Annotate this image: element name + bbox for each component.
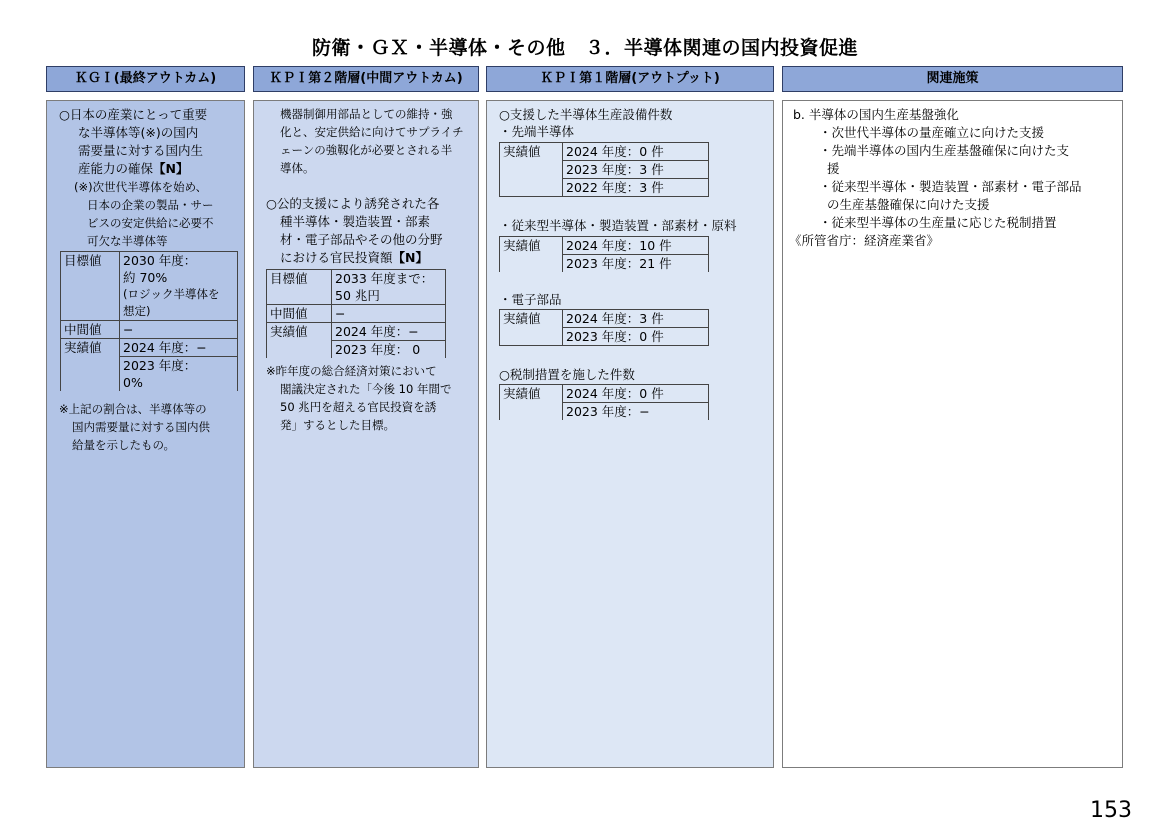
kgi-column [46,100,245,768]
kgi-goal-text: 産能力の確保 [78,161,154,176]
kgi-footnote-line: 給量を示したもの。 [72,438,176,452]
kpi2-item-text: における官民投資額 [280,250,393,265]
kgi-actual-label-spacer [61,357,120,392]
kpi1-t1-row: 2024 年度：0 件 [563,143,709,161]
kgi-actual-2024: 2024 年度：− [120,339,238,357]
policy-item: の生産基盤確保に向けた支援 [827,197,990,212]
kpi1-t3-row: 2023 年度：0 件 [563,328,709,346]
kpi2-note-line: 閣議決定された「今後 10 年間で [280,382,452,396]
kgi-note-line: 可欠な半導体等 [87,234,168,248]
kgi-mid-value: − [120,321,238,339]
kpi2-intro-line: 導体。 [280,161,315,175]
kgi-actual-2023 [120,357,238,392]
kgi-target-line: (ロジック半導体を [123,287,220,301]
kpi1-t2-row: 2023 年度：21 件 [563,255,709,273]
kpi1-table-advanced [499,142,709,197]
kpi2-intro-line: 化と、安定供給に向けてサプライチ [280,125,464,139]
policy-item: ・従来型半導体の生産量に応じた税制措置 [819,215,1057,230]
policy-ministry: 《所管省庁：経済産業省》 [789,233,940,248]
header-kpi2: ＫＰＩ第２階層(中間アウトカム) [253,66,479,92]
kpi1-t3-label: 実績値 [500,310,563,328]
kpi1-column [486,100,774,768]
kpi1-t1-label-spacer [500,179,563,197]
page-number: 153 [1090,798,1132,823]
kgi-target-label: 目標値 [61,252,120,321]
kpi2-actual-2024: 2024 年度：− [332,323,446,341]
kgi-footnote-line: 国内需要量に対する国内供 [72,420,210,434]
kgi-target-value [120,252,238,321]
kgi-goal-line-last [78,160,188,177]
kpi2-target-label: 目標値 [267,270,332,305]
policy-heading: b. 半導体の国内生産基盤強化 [793,107,959,122]
kpi2-item-line: 種半導体・製造装置・部素 [280,214,431,229]
kpi2-intro-line: ェーンの強靱化が必要とされる半 [280,143,453,157]
kpi2-note-line: ※昨年度の総合経済対策において [266,364,437,378]
kgi-target-line: 約 70% [123,270,168,285]
header-kgi: ＫＧＩ(最終アウトカム) [46,66,245,92]
kpi2-note-line: 発」するとした目標。 [280,418,395,432]
kpi1-t4-label-spacer [500,403,563,421]
kpi1-t1-label: 実績値 [500,143,563,161]
kgi-actual-2023-line: 0% [123,375,143,390]
kgi-actual-label: 実績値 [61,339,120,357]
kpi2-mid-label: 中間値 [267,305,332,323]
kpi1-table-electronic [499,309,709,346]
kpi1-sub-electronic: ・電子部品 [499,292,562,307]
kpi1-t1-row: 2023 年度：3 件 [563,161,709,179]
kpi1-table-tax [499,384,709,420]
kgi-goal-tag: 【N】 [153,161,189,176]
kpi2-value-table [266,269,446,358]
kpi1-t4-row: 2024 年度：0 件 [563,385,709,403]
kgi-target-line: 想定) [123,304,151,318]
policy-item: 援 [827,161,840,176]
kgi-target-line: 2030 年度： [123,253,197,268]
kpi1-item1-title: ○支援した半導体生産設備件数 [499,107,673,122]
kpi2-actual-label: 実績値 [267,323,332,341]
header-kpi1: ＫＰＩ第１階層(アウトプット) [486,66,774,92]
kpi1-t2-label: 実績値 [500,237,563,255]
kpi1-t3-row: 2024 年度：3 件 [563,310,709,328]
page-title: 防衛・ＧＸ・半導体・その他 ３．半導体関連の国内投資促進 [311,37,858,59]
kgi-goal-line: 需要量に対する国内生 [78,143,204,158]
kpi1-table-conventional [499,236,709,272]
kpi1-t2-row: 2024 年度：10 件 [563,237,709,255]
kgi-footnote-line: ※上記の割合は、半導体等の [59,402,207,416]
kpi2-intro-line: 機器制御用部品としての維持・強 [280,107,453,121]
kpi2-item-tag: 【N】 [392,250,428,265]
kpi2-item-line: ○公的支援により誘発された各 [266,196,440,211]
kpi2-mid-value: − [332,305,446,323]
policy-item: ・先端半導体の国内生産基盤確保に向けた支 [819,143,1070,158]
kpi1-sub-advanced: ・先端半導体 [499,124,575,139]
kgi-mid-label: 中間値 [61,321,120,339]
kpi1-t4-label: 実績値 [500,385,563,403]
kpi2-actual-label-spacer [267,341,332,359]
kpi2-item-line-last [280,249,428,266]
kpi2-note-line: 50 兆円を超える官民投資を誘 [280,400,437,414]
kpi1-t1-label-spacer [500,161,563,179]
kpi1-t3-label-spacer [500,328,563,346]
kpi1-t1-row: 2022 年度：3 件 [563,179,709,197]
kpi1-t4-row: 2023 年度：− [563,403,709,421]
kgi-value-table [60,251,238,391]
kpi1-item2-title: ○税制措置を施した件数 [499,367,635,382]
kpi2-target-line: 2033 年度まで： [335,271,434,286]
kgi-note-line: 日本の企業の製品・サー [87,198,214,212]
header-policy: 関連施策 [782,66,1123,92]
kgi-note-line: ビスの安定供給に必要不 [87,216,214,230]
kpi1-sub-conventional: ・従来型半導体・製造装置・部素材・原料 [499,218,737,233]
kpi2-actual-2023: 2023 年度： 0 [332,341,446,359]
policy-item: ・次世代半導体の量産確立に向けた支援 [819,125,1045,140]
policy-item: ・従来型半導体・製造装置・部素材・電子部品 [819,179,1082,194]
policy-column [782,100,1123,768]
kpi1-t2-label-spacer [500,255,563,273]
kpi2-target-value [332,270,446,305]
kpi2-target-line: 50 兆円 [335,288,380,303]
kpi2-column [253,100,479,768]
kgi-goal-line: ○日本の産業にとって重要 [59,107,208,122]
kgi-actual-2023-line: 2023 年度： [123,358,197,373]
kpi2-item-line: 材・電子部品やその他の分野 [280,232,443,247]
kgi-note-line: (※)次世代半導体を始め、 [74,180,208,194]
kgi-goal-line: な半導体等(※)の国内 [78,125,199,140]
